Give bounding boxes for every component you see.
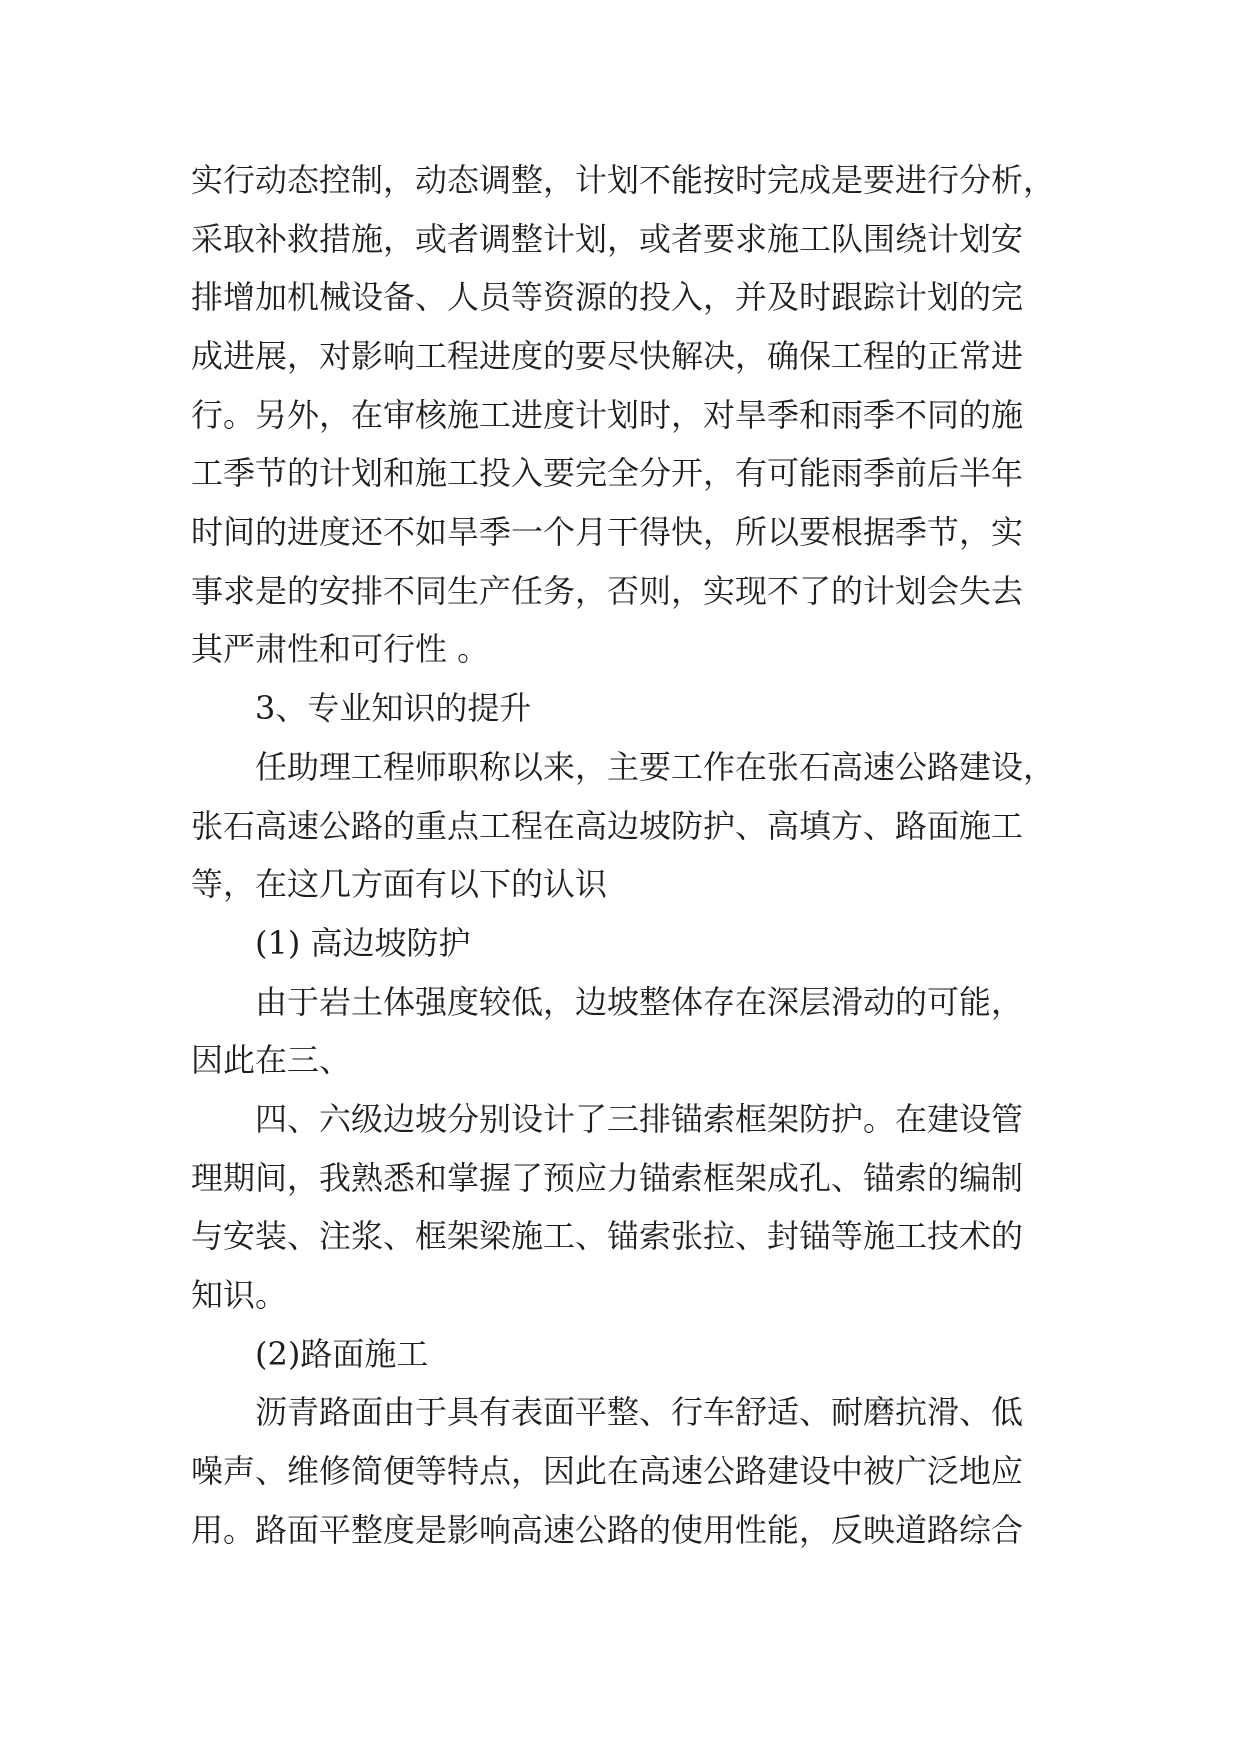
text-line: 因此在三、 <box>191 1041 352 1079</box>
text-line: 行。另外，在审核施工进度计划时，对旱季和雨季不同的施 <box>191 396 1024 434</box>
subsection-heading: (1) 高边坡防护 <box>255 924 471 962</box>
text-line: 等，在这几方面有以下的认识 <box>191 865 608 903</box>
text-line: 排增加机械设备、人员等资源的投入，并及时跟踪计划的完 <box>191 278 1024 316</box>
text-line: 张石高速公路的重点工程在高边坡防护、高填方、路面施工 <box>191 807 1024 845</box>
text-line: 事求是的安排不同生产任务，否则，实现不了的计划会失去 <box>191 572 1024 610</box>
text-line: 噪声、维修简便等特点，因此在高速公路建设中被广泛地应 <box>191 1452 1024 1490</box>
text-line: 沥青路面由于具有表面平整、行车舒适、耐磨抗滑、低 <box>255 1393 1024 1431</box>
text-line: 四、六级边坡分别设计了三排锚索框架防护。在建设管 <box>255 1100 1024 1138</box>
text-line: 采取补救措施，或者调整计划，或者要求施工队围绕计划安 <box>191 220 1024 258</box>
section-heading: 3、专业知识的提升 <box>255 689 532 727</box>
text-line: 用。路面平整度是影响高速公路的使用性能，反映道路综合 <box>191 1511 1024 1549</box>
text-line: 实行动态控制，动态调整，计划不能按时完成是要进行分析， <box>191 161 1056 199</box>
text-line: 任助理工程师职称以来，主要工作在张石高速公路建设， <box>255 748 1056 786</box>
text-line: 与安装、注浆、框架梁施工、锚索张拉、封锚等施工技术的 <box>191 1217 1024 1255</box>
text-line: 成进展，对影响工程进度的要尽快解决，确保工程的正常进 <box>191 337 1024 375</box>
text-line: 工季节的计划和施工投入要完全分开，有可能雨季前后半年 <box>191 454 1024 492</box>
subsection-heading: (2)路面施工 <box>255 1335 429 1373</box>
text-line: 时间的进度还不如旱季一个月干得快，所以要根据季节，实 <box>191 513 1024 551</box>
text-line: 理期间，我熟悉和掌握了预应力锚索框架成孔、锚索的编制 <box>191 1159 1024 1197</box>
text-line: 由于岩土体强度较低，边坡整体存在深层滑动的可能， <box>255 983 1024 1021</box>
text-line: 知识。 <box>191 1276 288 1314</box>
text-line: 其严肃性和可行性 。 <box>191 630 490 668</box>
